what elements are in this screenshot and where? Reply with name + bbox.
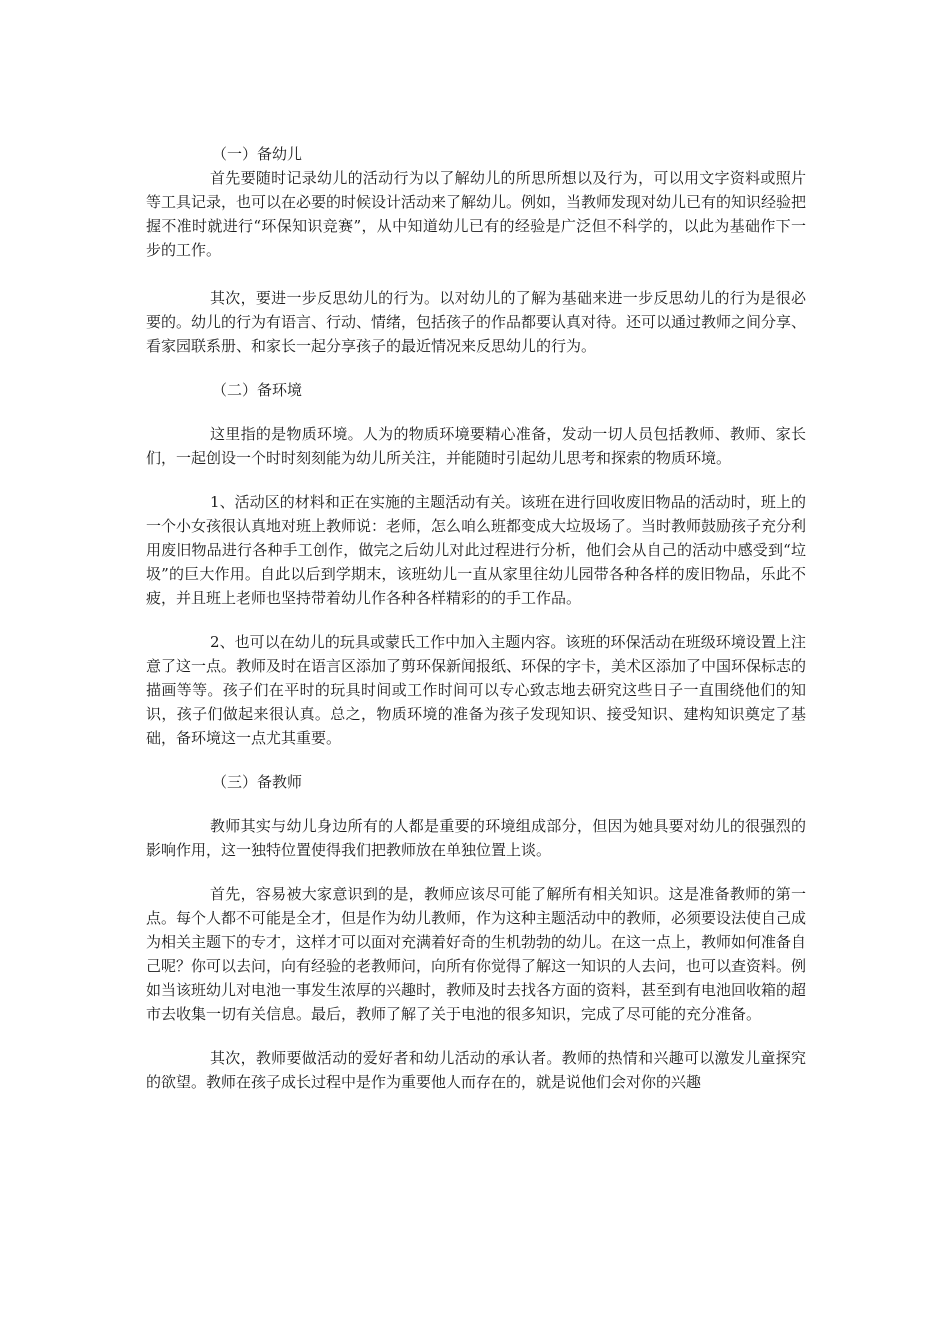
paragraph-1-2: 其次，要进一步反思幼儿的行为。以对幼儿的了解为基础来进一步反思幼儿的行为是很必要的。幼儿的行为有语言、行动、情绪，包括孩子的作品都要认真对待。还可以通过教师之间分享、看家园联系册、和家长一起分享孩子的最近情况来反思幼儿的行为。 (146, 289, 807, 355)
section-heading-2: （二）备环境 (212, 381, 303, 399)
paragraph-2-1: 这里指的是物质环境。人为的物质环境要精心准备，发动一切人员包括教师、教师、家长们，一起创设一个时时刻刻能为幼儿所关注，并能随时引起幼儿思考和探索的物质环境。 (146, 425, 806, 467)
paragraph-2-2: 1、活动区的材料和正在实施的主题活动有关。该班在进行回收废旧物品的活动时，班上的一个小女孩很认真地对班上教师说：老师，怎么咱么班都变成大垃圾场了。当时教师鼓励孩子充分利用废旧物品进行各种手工创作，做完之后幼儿对此过程进行分析，他们会从自己的活动中感受到“垃圾”的巨大作用。自此以后到学期末，该班幼儿一直从家里往幼儿园带各种各样的废旧物品，乐此不疲，并且班上老师也坚持带着幼儿作各种各样精彩的的手工作品。 (146, 493, 807, 607)
paragraph-1-1: 首先要随时记录幼儿的活动行为以了解幼儿的所思所想以及行为，可以用文字资料或照片等工具记录，也可以在必要的时候设计活动来了解幼儿。例如，当教师发现对幼儿已有的知识经验把握不准时就进行“环保知识竞赛”，从中知道幼儿已有的经验是广泛但不科学的，以此为基础作下一步的工作。 (146, 169, 807, 259)
section-heading-3: （三）备教师 (212, 773, 303, 791)
paragraph-3-1: 教师其实与幼儿身边所有的人都是重要的环境组成部分，但因为她具要对幼儿的很强烈的影响作用，这一独特位置使得我们把教师放在单独位置上谈。 (146, 817, 806, 859)
section-heading-1: （一）备幼儿 (212, 145, 303, 163)
document-body (146, 142, 806, 1094)
paragraph-3-2: 首先，容易被大家意识到的是，教师应该尽可能了解所有相关知识。这是准备教师的第一点。每个人都不可能是全才，但是作为幼儿教师，作为这种主题活动中的教师，必须要设法使自己成为相关主题下的专才，这样才可以面对充满着好奇的生机勃勃的幼儿。在这一点上，教师如何准备自己呢？你可以去问，向有经验的老教师问，向所有你觉得了解这一知识的人去问，也可以查资料。例如当该班幼儿对电池一事发生浓厚的兴趣时，教师及时去找各方面的资料，甚至到有电池回收箱的超市去收集一切有关信息。最后，教师了解了关于电池的很多知识，完成了尽可能的充分准备。 (146, 885, 807, 1023)
paragraph-2-3: 2、也可以在幼儿的玩具或蒙氏工作中加入主题内容。该班的环保活动在班级环境设置上注意了这一点。教师及时在语言区添加了剪环保新闻报纸、环保的字卡，美术区添加了中国环保标志的描画等等。孩子们在平时的玩具时间或工作时间可以专心致志地去研究这些日子一直围绕他们的知识，孩子们做起来很认真。总之，物质环境的准备为孩子发现知识、接受知识、建构知识奠定了基础，备环境这一点尤其重要。 (146, 633, 807, 747)
paragraph-3-3: 其次，教师要做活动的爱好者和幼儿活动的承认者。教师的热情和兴趣可以激发儿童探究的欲望。教师在孩子成长过程中是作为重要他人而存在的，就是说他们会对你的兴趣 (146, 1049, 806, 1091)
